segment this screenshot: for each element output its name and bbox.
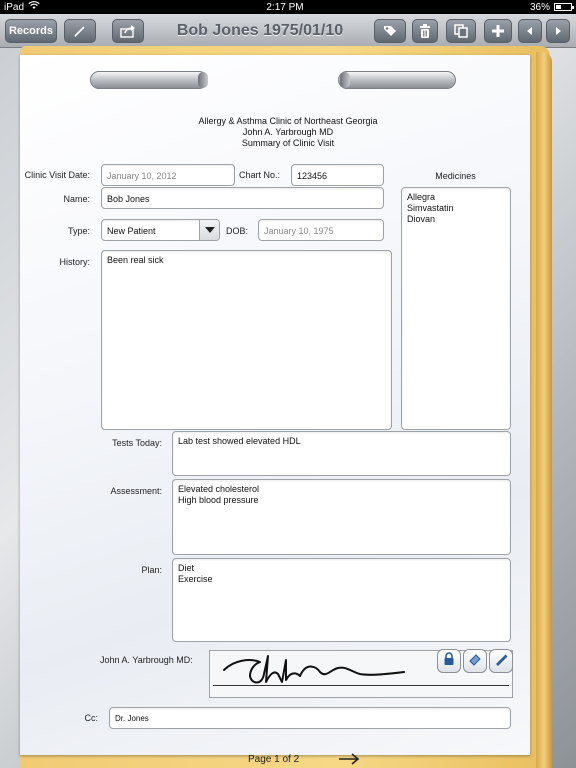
plan-line: Diet [178, 563, 195, 573]
copy-icon [453, 23, 469, 39]
pen-icon [72, 23, 88, 39]
form-header [0, 116, 576, 149]
assessment-field[interactable] [172, 479, 511, 555]
medicine-item: Simvastatin [407, 203, 454, 213]
next-button[interactable] [546, 19, 570, 43]
visit-date-label: Clinic Visit Date: [24, 170, 90, 180]
signature-line [213, 685, 509, 686]
type-label: Type: [67, 226, 90, 236]
type-select[interactable] [101, 219, 220, 241]
paper-clip-left [90, 71, 208, 89]
dob-label: DOB: [225, 226, 248, 236]
eraser-button[interactable] [463, 649, 487, 673]
medicines-field[interactable] [401, 187, 511, 430]
tag-button[interactable] [374, 19, 406, 43]
medicines-label: Medicines [435, 171, 476, 181]
doctor-name: John A. Yarbrough MD [242, 127, 334, 137]
lock-button[interactable] [437, 649, 461, 673]
sign-pen-button[interactable] [489, 649, 513, 673]
page-indicator: Page 1 of 2 [248, 754, 300, 765]
tag-icon [381, 23, 399, 39]
page-title: Bob Jones 1975/01/10 [176, 22, 344, 39]
type-select-value: New Patient [107, 226, 156, 236]
wifi-icon [28, 1, 40, 13]
name-field[interactable]: Bob Jones [101, 187, 384, 209]
delete-button[interactable] [412, 19, 438, 43]
paper-clip-right-end [340, 72, 350, 88]
export-icon [119, 23, 137, 39]
add-button[interactable] [484, 19, 512, 43]
status-bar [0, 0, 576, 14]
pen-icon [494, 652, 508, 671]
history-field[interactable]: Been real sick [101, 250, 392, 430]
assessment-line: High blood pressure [178, 495, 259, 505]
summary-title: Summary of Clinic Visit [241, 138, 335, 148]
visit-date-field[interactable]: January 10, 2012 [101, 164, 235, 186]
chart-no-field[interactable]: 123456 [291, 164, 384, 186]
folder-edge [536, 52, 552, 768]
battery-percent: 36% [529, 1, 550, 13]
clock: 2:17 PM [266, 1, 304, 13]
tests-field[interactable]: Lab test showed elevated HDL [172, 431, 511, 476]
next-icon [553, 26, 563, 36]
handwritten-signature [220, 652, 410, 695]
paper-clip-right [338, 71, 456, 89]
tests-label: Tests Today: [112, 438, 162, 448]
trash-icon [418, 23, 432, 39]
paper-clip-left-end [198, 72, 208, 88]
dob-field[interactable]: January 10, 1975 [258, 219, 384, 241]
prev-icon [525, 26, 535, 36]
previous-button[interactable] [518, 19, 542, 43]
plan-field[interactable] [172, 558, 511, 642]
toolbar [0, 14, 576, 48]
name-label: Name: [63, 194, 90, 204]
records-button[interactable]: Records [5, 19, 57, 43]
clinic-name: Allergy & Asthma Clinic of Northeast Georgia [198, 116, 378, 126]
plan-label: Plan: [141, 565, 162, 575]
pen-button[interactable] [64, 19, 96, 43]
export-button[interactable] [112, 19, 144, 43]
medicine-item: Diovan [407, 214, 436, 224]
signature-label: John A. Yarbrough MD: [100, 655, 193, 665]
cc-field[interactable]: Dr. Jones [109, 707, 511, 729]
plan-line: Exercise [178, 574, 213, 584]
cc-label: Cc: [84, 713, 98, 723]
medicine-item: Allegra [407, 192, 436, 202]
history-label: History: [59, 257, 90, 267]
lock-icon [443, 652, 455, 671]
arrow-right-icon [338, 752, 360, 768]
next-page-button[interactable] [338, 752, 360, 768]
plus-icon [491, 24, 505, 38]
device-name: iPad [4, 1, 25, 13]
battery-icon [554, 3, 572, 11]
assessment-line: Elevated cholesterol [178, 484, 260, 494]
eraser-icon [468, 652, 482, 671]
assessment-label: Assessment: [110, 486, 162, 496]
chart-no-label: Chart No.: [238, 170, 280, 180]
chevron-down-icon[interactable] [199, 220, 219, 240]
copy-button[interactable] [446, 19, 476, 43]
